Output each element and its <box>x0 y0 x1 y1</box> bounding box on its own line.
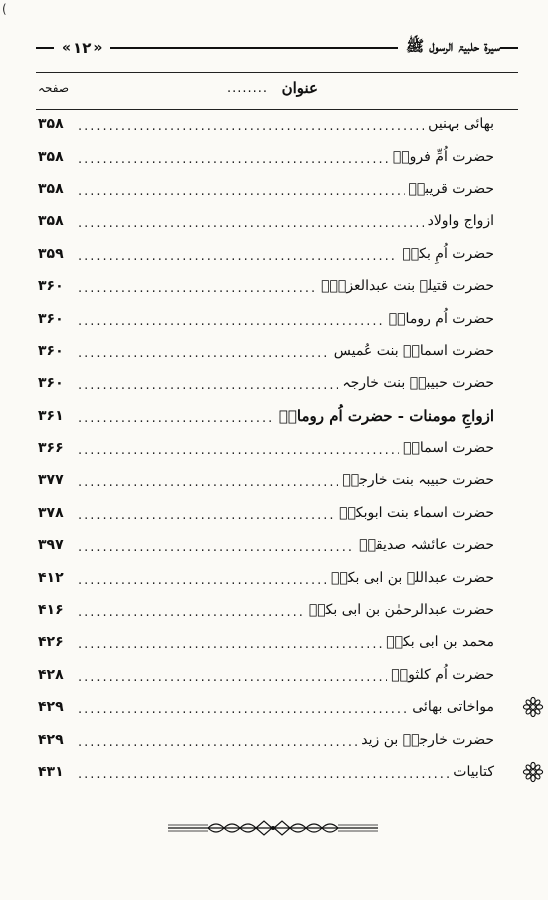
dot-leader <box>78 670 387 686</box>
running-title: سیرۃ حلبیۃ الرسول ﷺ <box>405 37 500 55</box>
dot-leader <box>78 346 330 362</box>
toc-entry-title: ازواج واولاد <box>427 213 494 230</box>
toc-entry <box>36 723 518 755</box>
dot-leader <box>78 540 355 556</box>
dot-leader <box>78 216 424 232</box>
header-rule-right <box>500 47 518 49</box>
toc-entry-page: ۳۵۹ <box>38 245 64 262</box>
toc-entry-page: ۳۶۰ <box>38 375 64 392</box>
toc-entry <box>36 270 518 302</box>
toc-entry-page: ۳۵۸ <box>38 116 64 133</box>
toc-entry-page: ۴۲۸ <box>38 666 64 683</box>
dot-leader <box>78 637 382 653</box>
toc-entry <box>36 659 518 691</box>
toc-entry <box>36 561 518 593</box>
toc-entry-page: ۳۶۶ <box>38 440 64 457</box>
toc-entry <box>36 691 518 723</box>
dot-leader <box>78 378 338 394</box>
flower-icon <box>522 696 544 718</box>
toc-entry-title: کتابیات <box>453 764 494 780</box>
dot-leader <box>78 605 305 621</box>
toc-entry-page: ۴۲۶ <box>38 634 64 651</box>
dot-leader <box>78 119 424 135</box>
toc-entry-title: حضرت اسماء بنت ابوبکرؓ <box>339 504 494 521</box>
bracket-ornament-left: « <box>62 40 72 56</box>
toc-entry <box>36 756 518 788</box>
dot-leader <box>78 249 398 265</box>
toc-entry <box>36 626 518 658</box>
toc-entry <box>36 464 518 496</box>
toc-entry <box>36 400 518 432</box>
toc-entry <box>36 205 518 237</box>
running-header <box>36 36 518 60</box>
bracket-ornament-right: » <box>93 40 103 56</box>
toc-entry-title: حضرت عبداللہ بن ابی بکرؓ <box>330 569 494 586</box>
toc-entry <box>36 173 518 205</box>
toc-entry-page: ۳۷۸ <box>38 504 64 521</box>
toc-entry-title: محمد بن ابی بکرؓ <box>386 634 494 651</box>
toc-entry-page: ۳۷۷ <box>38 472 64 489</box>
dot-leader <box>78 735 357 751</box>
column-title-dots: ........ <box>226 81 268 96</box>
column-title-label: عنوان <box>281 79 318 97</box>
toc-entry-title: حضرت عائشہ صدیقہؓ <box>359 537 494 554</box>
toc-entry-title: مواخاتی بھائی <box>412 699 494 716</box>
column-page-label: صفحہ <box>38 81 70 95</box>
toc-entry-title: حضرت اسماءؓ <box>403 440 494 457</box>
toc-entry-title: حضرت عبدالرحمٰن بن ابی بکرؓ <box>308 602 494 619</box>
toc-entry-page: ۳۵۸ <box>38 213 64 230</box>
toc-entry-title: بھائی بہنیں <box>428 116 494 133</box>
toc-entry <box>36 302 518 334</box>
toc-entry <box>36 529 518 561</box>
toc-entry-page: ۴۳۱ <box>38 764 64 780</box>
table-of-contents <box>36 108 518 788</box>
toc-entry <box>36 497 518 529</box>
dot-leader <box>78 767 449 783</box>
toc-entry-page: ۳۵۸ <box>38 148 64 165</box>
toc-entry-page: ۴۲۹ <box>38 699 64 716</box>
toc-entry <box>36 238 518 270</box>
toc-entry-title: حضرت قریبہؓ <box>408 180 494 197</box>
dot-leader <box>78 281 317 297</box>
dot-leader <box>78 184 405 200</box>
dot-leader <box>78 152 389 168</box>
toc-entry <box>36 108 518 140</box>
toc-entry-page: ۳۹۷ <box>38 537 64 554</box>
dot-leader <box>78 443 399 459</box>
toc-entry <box>36 367 518 399</box>
toc-entry <box>36 335 518 367</box>
ornamental-divider-icon <box>168 818 378 838</box>
toc-entry-page: ۴۱۲ <box>38 569 64 586</box>
toc-entry-title: ازواجِ مومنات - حضرت اُم رومانؓ <box>278 406 494 425</box>
header-rule-middle <box>110 47 398 49</box>
dot-leader <box>78 314 385 330</box>
toc-entry-title: حضرت اُمِّ فروہؓ <box>392 148 494 165</box>
toc-entry-page: ۳۵۸ <box>38 180 64 197</box>
toc-entry-title: حضرت اُم رومانؓ <box>388 310 494 327</box>
toc-entry-title: حضرت اُمِ بکرؓ <box>402 245 494 262</box>
toc-entry-title: حضرت خارجہؓ بن زید <box>361 731 494 748</box>
toc-entry-page: ۳۶۰ <box>38 278 64 295</box>
dot-leader <box>78 573 327 589</box>
column-header <box>36 72 518 110</box>
toc-entry-title: حضرت حبیبہؓ بنت خارجہ <box>342 375 494 392</box>
toc-entry-page: ۳۶۱ <box>38 407 64 424</box>
toc-entry <box>36 432 518 464</box>
dot-leader <box>78 702 408 718</box>
toc-entry-title: حضرت قتیلہ بنت عبدالعزیٰؓ <box>321 278 494 295</box>
dot-leader <box>78 411 275 427</box>
toc-entry-page: ۳۶۰ <box>38 342 64 359</box>
page-number: ۱۲ <box>73 39 92 57</box>
toc-entry-title: حضرت اُم کلثومؓ <box>391 666 494 683</box>
page-number-box <box>54 39 110 57</box>
flower-icon <box>522 761 544 783</box>
toc-entry <box>36 594 518 626</box>
dot-leader <box>78 475 338 491</box>
toc-entry <box>36 140 518 172</box>
dot-leader <box>78 508 335 524</box>
toc-entry-page: ۴۱۶ <box>38 602 64 619</box>
toc-entry-page: ۴۲۹ <box>38 731 64 748</box>
toc-entry-title: حضرت اسماءؓ بنت عُمیس <box>333 342 494 359</box>
header-rule-left <box>36 47 54 49</box>
toc-entry-title: حضرت حبیبہ بنت خارجہؓ <box>342 472 494 489</box>
corner-mark: ( <box>2 2 7 16</box>
toc-entry-page: ۳۶۰ <box>38 310 64 327</box>
